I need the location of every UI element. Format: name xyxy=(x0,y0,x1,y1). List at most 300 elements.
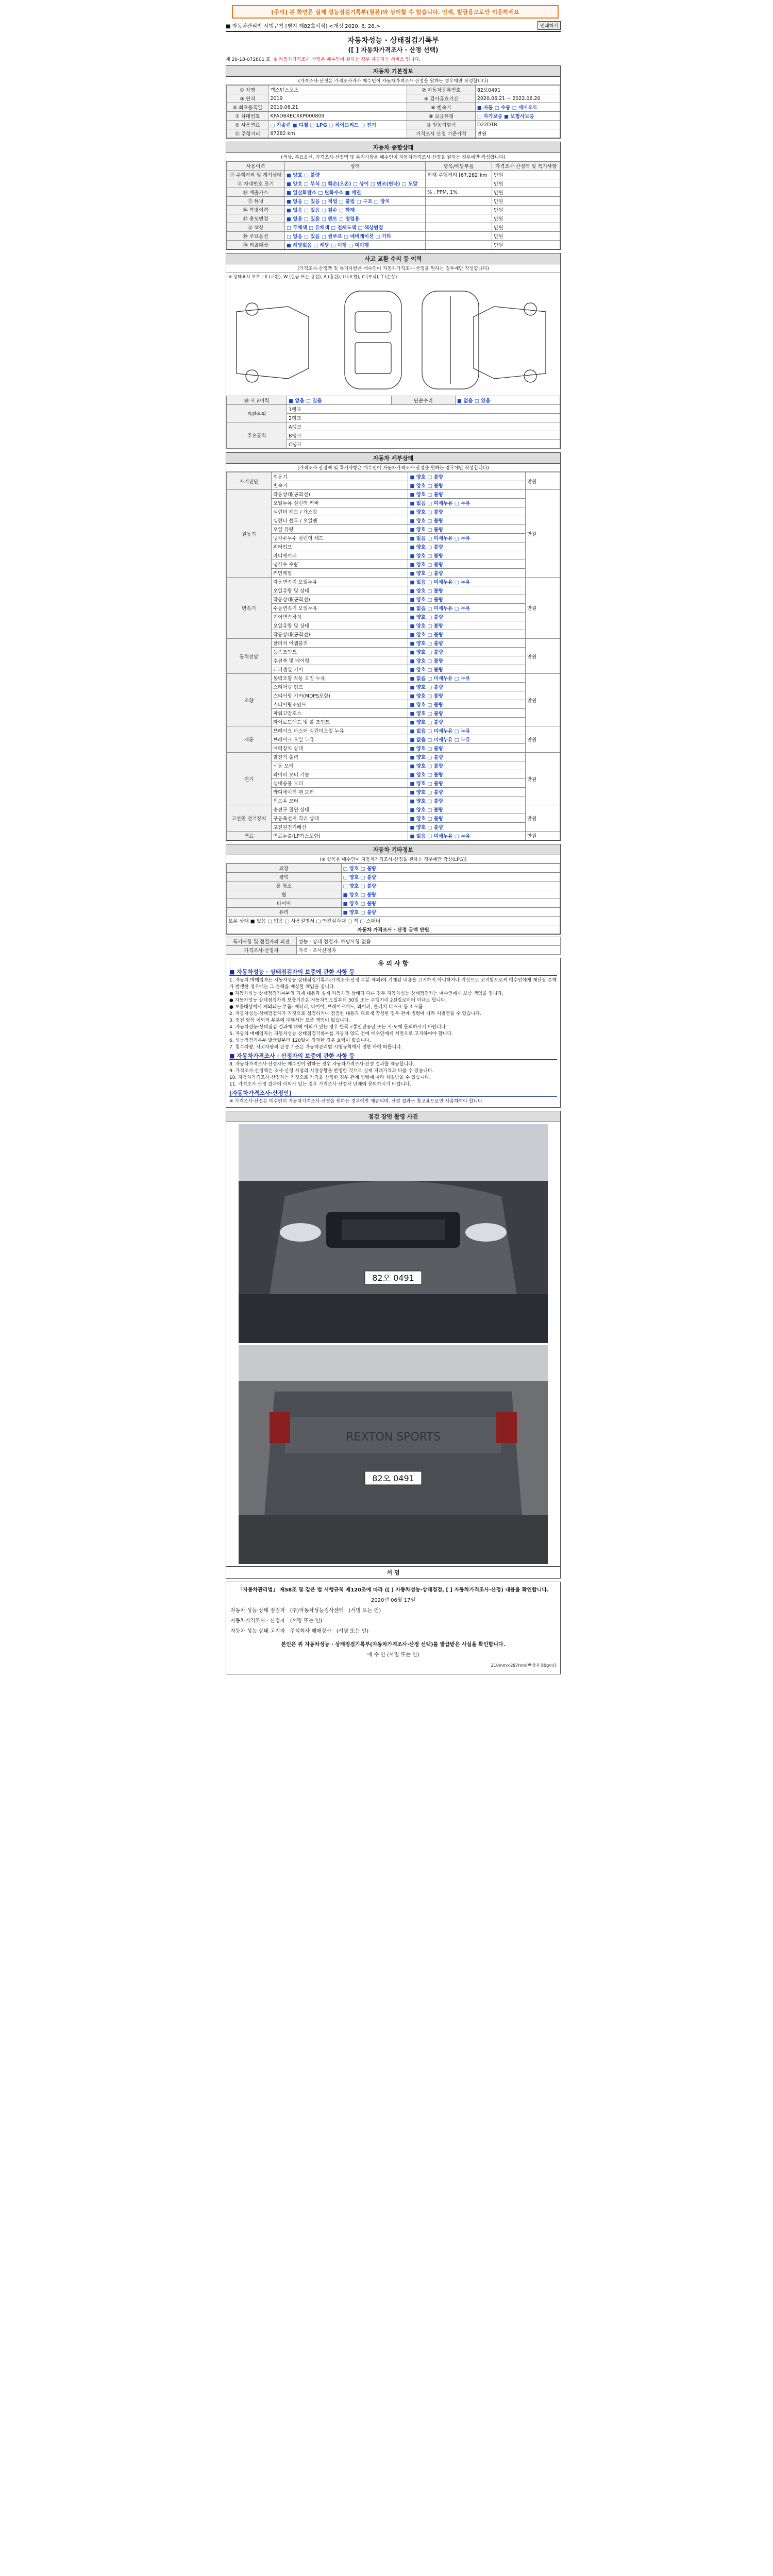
detail-status: ■ 양호 □ 불량 xyxy=(408,823,526,832)
front-photo-image xyxy=(239,1124,548,1343)
detail-price: 만원 xyxy=(526,832,560,840)
basic-label: ③ 연식 xyxy=(227,94,268,103)
tailgate-text: REXTON SPORTS xyxy=(346,1431,441,1444)
notes-price-list xyxy=(229,1061,557,1088)
state-detail xyxy=(426,197,492,206)
state-price: 만원 xyxy=(492,188,560,197)
basic-info-row xyxy=(227,129,560,138)
damage-history-note: (가격조사·산정액 및 특기사항은 매수인이 자동차가격조사·산정을 원하는 경우에만 작성합니다) xyxy=(226,264,560,273)
basic-label: ⑨ 사용연료 xyxy=(227,121,268,129)
detail-row xyxy=(227,648,560,656)
other-info-section xyxy=(226,844,561,935)
detail-row xyxy=(227,770,560,779)
other-info-row xyxy=(227,873,560,882)
state-status: □ 없음 □ 있음 □ 썬루프 □ 네비게이션 □ 기타 xyxy=(284,232,425,241)
detail-status: ■ 양호 □ 불량 xyxy=(408,630,526,639)
simple-repair-value: ■ 없음 □ 있음 xyxy=(455,396,560,405)
notes-paragraph: 2. 자동차성능·상태점검자가 거짓으로 점검하거나 점검한 내용과 다르게 작성한 경우 관계 법령에 따라 처벌받을 수 있습니다. xyxy=(229,1011,482,1016)
detail-row xyxy=(227,788,560,796)
detail-status: ■ 양호 □ 불량 xyxy=(408,586,526,595)
other-info-row xyxy=(227,899,560,908)
detail-status: ■ 없음 □ 미세누유 □ 누유 xyxy=(408,499,526,507)
state-item-label: ⑬ 차대번호 표기 xyxy=(227,179,285,188)
recipient-line[interactable]: 매 수 인 (서명 또는 인) xyxy=(367,1652,419,1658)
detail-status: ■ 양호 □ 불량 xyxy=(408,691,526,700)
detail-row xyxy=(227,718,560,726)
car-right-front-wheel xyxy=(524,303,536,315)
basic-info-table xyxy=(226,85,560,138)
paper-spec: 210mm×297mm[백상지 80g/㎡] xyxy=(491,1663,556,1668)
outer-panel-label: 외판부위 xyxy=(227,405,287,422)
detail-row xyxy=(227,630,560,639)
detail-item-label: 작동상태(공회전) xyxy=(272,595,408,604)
state-item-label: ⑫ 주행거리 및 계기상태 xyxy=(227,171,285,179)
accident-value: ■ 없음 □ 있음 xyxy=(287,396,392,405)
state-status: □ 무채색 □ 유채색 □ 전체도색 □ 색상변경 xyxy=(284,223,425,232)
price-total: 자동차 가격조사 · 산정 금액 만원 xyxy=(227,925,560,934)
other-item-label: 룸 청소 xyxy=(227,882,342,890)
other-info-row xyxy=(227,864,560,873)
basic-value: 2019.06.21 xyxy=(268,103,407,112)
detail-status: ■ 양호 □ 불량 xyxy=(408,779,526,788)
basic-value: 만원 xyxy=(475,129,560,138)
detail-item-label: 원동기 xyxy=(272,472,408,481)
detail-item-label: 워터펌프 xyxy=(272,543,408,551)
detail-item-label: 구동축전지 격리 상태 xyxy=(272,814,408,823)
detail-status: ■ 양호 □ 불량 xyxy=(408,569,526,578)
detail-state-table xyxy=(226,472,560,840)
document-subtitle: ([ ] 자동차가격조사 · 산정 선택) xyxy=(348,46,439,54)
detail-item-label: 냉각수 수량 xyxy=(272,560,408,569)
detail-price: 만원 xyxy=(526,639,560,674)
detail-group-label: 동력전달 xyxy=(227,639,272,674)
detail-row xyxy=(227,691,560,700)
detail-status: ■ 없음 □ 미세누유 □ 누유 xyxy=(408,578,526,586)
detail-item-label: 타이로드엔드 및 볼 조인트 xyxy=(272,718,408,726)
other-item-label: 광택 xyxy=(227,873,342,882)
detail-item-label: 시동 모터 xyxy=(272,761,408,770)
detail-item-label: 실내송풍 모터 xyxy=(272,779,408,788)
state-price: 만원 xyxy=(492,223,560,232)
sign-label-3: 자동차 성능·상태 고지자 xyxy=(230,1629,285,1634)
car-top-bed xyxy=(355,343,391,374)
state-item-label: ⑳ 리콜대상 xyxy=(227,241,285,249)
basic-value: ■ 자동 □ 수동 □ 세미오토 xyxy=(475,103,560,112)
sign-label-2: 자동차가격조사 · 산정자 xyxy=(230,1618,285,1624)
car-left-rear-wheel xyxy=(246,370,258,382)
detail-item-label: 윈도우 모터 xyxy=(272,796,408,805)
detail-row xyxy=(227,534,560,543)
detail-item-label: 라디에이터 팬 모터 xyxy=(272,788,408,796)
detail-status: ■ 양호 □ 불량 xyxy=(408,560,526,569)
detail-status: ■ 양호 □ 불량 xyxy=(408,665,526,674)
detail-item-label: 자동변속기 오일누유 xyxy=(272,578,408,586)
detail-status: ■ 양호 □ 불량 xyxy=(408,788,526,796)
basic-value: □ 가솔린 ■ 디젤 □ LPG □ 하이브리드 □ 전기 xyxy=(268,121,407,129)
detail-item-label: 배력장치 상태 xyxy=(272,744,408,753)
detail-group-label: 고전원 전기장치 xyxy=(227,805,272,832)
remarks-label-2: 가격조사·산정자 xyxy=(226,946,297,955)
sign-seal-3[interactable]: (서명 또는 인) xyxy=(336,1629,369,1634)
detail-item-label: 오일 유량 xyxy=(272,525,408,534)
state-price: 만원 xyxy=(492,232,560,241)
confirm-text: 「자동차관리법」 제58조 및 같은 법 시행규칙 제120조에 따라 ([ ] 자동차성능·상태점검, [ ] 자동차가격조사·산정) 내용을 확인합니다. xyxy=(238,1587,549,1593)
detail-row xyxy=(227,779,560,788)
sign-label-1: 자동차 성능·상태 점검자 xyxy=(230,1608,285,1614)
detail-row xyxy=(227,753,560,761)
detail-item-label: 커먼레일 xyxy=(272,569,408,578)
other-item-status: ■ 양호 □ 불량 xyxy=(341,890,560,899)
detail-row xyxy=(227,490,560,499)
detail-status: ■ 양호 □ 불량 xyxy=(408,796,526,805)
detail-status: ■ 양호 □ 불량 xyxy=(408,700,526,709)
detail-status: ■ 양호 □ 불량 xyxy=(408,516,526,525)
detail-row xyxy=(227,621,560,630)
print-button[interactable]: 인쇄하기 xyxy=(537,21,561,30)
detail-status: ■ 양호 □ 불량 xyxy=(408,718,526,726)
other-info-header: 자동차 기타정보 xyxy=(226,844,560,855)
notes-heading-inspector: ■ 자동차성능 · 상태점검자의 보증에 관한 사항 등 xyxy=(229,969,557,976)
detail-status: ■ 양호 □ 불량 xyxy=(408,814,526,823)
state-item-label: ⑭ 배출가스 xyxy=(227,188,285,197)
document-title: 자동차성능 · 상태점검기록부 xyxy=(347,37,439,45)
basic-label: ⑥ 변속기 xyxy=(407,103,476,112)
notes-price-person-text: ※ 가격조사·산정은 매수인이 자동차가격조사·산정을 원하는 경우에만 제공되며, 산정 결과는 참고용으로만 사용하여야 합니다. xyxy=(229,1099,484,1104)
basic-info-row xyxy=(227,86,560,94)
detail-item-label: 실린더 블록 / 오일팬 xyxy=(272,516,408,525)
detail-state-note: (가격조사·산정액 및 특기사항은 매수인이 자동차가격조사·산정을 원하는 경우에만 작성합니다) xyxy=(226,464,560,472)
other-info-table xyxy=(226,863,560,934)
detail-status: ■ 양호 □ 불량 xyxy=(408,595,526,604)
detail-price: 만원 xyxy=(526,578,560,639)
detail-row xyxy=(227,700,560,709)
detail-row xyxy=(227,569,560,578)
frame-rank-b: B랭크 xyxy=(287,431,560,440)
doc-number: 제 20-18-072801 호 xyxy=(226,57,271,62)
basic-info-row xyxy=(227,121,560,129)
state-item-label: ⑮ 튜닝 xyxy=(227,197,285,206)
detail-item-label: 냉각수누수 실린더 헤드 xyxy=(272,534,408,543)
front-photo xyxy=(239,1124,548,1343)
car-top-outline xyxy=(345,291,401,389)
detail-row xyxy=(227,665,560,674)
detail-item-label: 고전원전기배선 xyxy=(272,823,408,832)
detail-group-label: 제동 xyxy=(227,726,272,753)
sign-value-1: (주)자동차성능검사센터 xyxy=(290,1608,344,1614)
state-detail xyxy=(426,223,492,232)
basic-label: ⑤ 최초등록일 xyxy=(227,103,268,112)
notes-paragraph: 4. 자동차성능·상태점검 결과에 대해 이의가 있는 경우 한국교통안전공단 또는 시·도에 문의하시기 바랍니다. xyxy=(229,1025,447,1030)
detail-row xyxy=(227,832,560,840)
basic-value: □ 자가보증 ■ 보험사보증 xyxy=(475,112,560,121)
detail-row xyxy=(227,507,560,516)
notes-paragraph: 11. 가격조사·산정 결과에 이의가 있는 경우 가격조사·산정자 단체에 문의하시기 바랍니다. xyxy=(229,1082,411,1087)
frame-rank-a: A랭크 xyxy=(287,422,560,431)
other-item-label: 타이어 xyxy=(227,899,342,908)
state-detail: % , PPM, 1% xyxy=(426,188,492,197)
state-price: 만원 xyxy=(492,214,560,223)
detail-status: ■ 양호 □ 불량 xyxy=(408,753,526,761)
detail-row xyxy=(227,481,560,490)
detail-group-label: 자기진단 xyxy=(227,472,272,490)
other-item-status: □ 양호 □ 불량 xyxy=(341,864,560,873)
state-status: ■ 일산화탄소 □ 탄화수소 ■ 매연 xyxy=(284,188,425,197)
detail-item-label: 파워고압호스 xyxy=(272,709,408,718)
basic-value: 82오0491 xyxy=(475,86,560,94)
detail-status: ■ 양호 □ 불량 xyxy=(408,525,526,534)
state-column-header: 항목/해당부품 xyxy=(426,162,492,171)
detail-row xyxy=(227,814,560,823)
state-status: ■ 없음 □ 있음 □ 침수 □ 화재 xyxy=(284,206,425,214)
state-column-header: 가격조사·산정액 및 특기사항 xyxy=(492,162,560,171)
detail-item-label: 발전기 출력 xyxy=(272,753,408,761)
detail-row xyxy=(227,586,560,595)
detail-item-label: 충전구 절연 상태 xyxy=(272,805,408,814)
basic-label: 가격조사 산정 기준가격 xyxy=(407,129,476,138)
state-detail xyxy=(426,179,492,188)
detail-status: ■ 양호 □ 불량 xyxy=(408,709,526,718)
receipt-notice: 본인은 위 자동차성능 · 상태점검기록부(자동차가격조사·산정 선택)를 발급받은 사실을 확인합니다. xyxy=(281,1642,506,1648)
rear-plate-text: 82오 0491 xyxy=(372,1473,414,1483)
remarks-label-1: 특기사항 및 점검자의 의견 xyxy=(226,937,297,946)
detail-group-label: 원동기 xyxy=(227,490,272,578)
overall-state-header: 자동차 종합상태 xyxy=(226,142,560,153)
detail-price: 만원 xyxy=(526,726,560,753)
notes-paragraph: 9. 가격조사·산정액은 조사·산정 시점의 시장상황을 반영한 것으로 실제 거래가격과 다를 수 있습니다. xyxy=(229,1069,434,1074)
state-item-label: ⑲ 주요옵션 xyxy=(227,232,285,241)
state-price: 만원 xyxy=(492,171,560,179)
detail-status: ■ 양호 □ 불량 xyxy=(408,683,526,691)
state-row xyxy=(227,232,560,241)
detail-row xyxy=(227,472,560,481)
basic-items-row: 보유 상태 ■ 있음 □ 없음 □ 사용설명서 □ 안전삼각대 □ 잭 □ 스패너 xyxy=(227,917,560,925)
detail-row xyxy=(227,516,560,525)
detail-status: ■ 없음 □ 미세누유 □ 누유 xyxy=(408,534,526,543)
other-item-label: 휠 xyxy=(227,890,342,899)
outer-rank-2: 2랭크 xyxy=(287,414,560,422)
photos-header: 점검 장면 촬영 사진 xyxy=(226,1111,560,1122)
detail-row xyxy=(227,796,560,805)
sign-footer-label: 서 명 xyxy=(226,1566,560,1578)
detail-status: ■ 양호 □ 불량 xyxy=(408,613,526,621)
other-info-row xyxy=(227,882,560,890)
detail-status: ■ 양호 □ 불량 xyxy=(408,472,526,481)
detail-item-label: 추진축 및 베어링 xyxy=(272,656,408,665)
sign-value-3: 주식회사 매매상사 xyxy=(290,1629,332,1634)
detail-item-label: 실린더 헤드 / 개스킷 xyxy=(272,507,408,516)
state-price: 만원 xyxy=(492,206,560,214)
other-item-label: 외장 xyxy=(227,864,342,873)
sign-row-2 xyxy=(230,1616,556,1626)
detail-item-label: 오일유량 및 상태 xyxy=(272,621,408,630)
detail-row xyxy=(227,578,560,586)
state-status: ■ 해당없음 □ 해당 □ 이행 □ 미이행 xyxy=(284,241,425,249)
sign-seal-1[interactable]: (서명 또는 인) xyxy=(348,1608,381,1614)
detail-item-label: 라디에이터 xyxy=(272,551,408,560)
rear-photo-image xyxy=(239,1345,548,1564)
detail-status: ■ 양호 □ 불량 xyxy=(408,761,526,770)
notes-heading-price-person: [자동차가격조사·산정인] xyxy=(229,1090,557,1097)
detail-row xyxy=(227,604,560,613)
notes-heading-price: ■ 자동차가격조사 · 산정자의 보증에 관한 사항 등 xyxy=(229,1053,557,1060)
detail-item-label: 기어변속장치 xyxy=(272,613,408,621)
basic-info-header: 자동차 기본정보 xyxy=(226,66,560,77)
state-row xyxy=(227,223,560,232)
detail-status: ■ 양호 □ 불량 xyxy=(408,621,526,630)
outer-rank-1: 1랭크 xyxy=(287,405,560,414)
document-header xyxy=(226,20,561,32)
basic-label: ① 차명 xyxy=(227,86,268,94)
detail-row xyxy=(227,823,560,832)
car-right-rear-wheel xyxy=(524,370,536,382)
other-item-status: ■ 양호 □ 불량 xyxy=(341,899,560,908)
damage-table xyxy=(226,396,560,449)
detail-item-label: 수동변속기 오일누유 xyxy=(272,604,408,613)
detail-row xyxy=(227,674,560,683)
detail-row xyxy=(227,639,560,648)
sign-date: 2020년 06월 17일 xyxy=(371,1598,416,1603)
front-plate-text: 82오 0491 xyxy=(372,1273,414,1283)
basic-info-row xyxy=(227,103,560,112)
state-status: ■ 없음 □ 있음 □ 적법 □ 불법 □ 구조 □ 장치 xyxy=(284,197,425,206)
damage-legend: ※ 상태표시 부호 : X (교환), W (판금 또는 용접), A (흠집), U (요철), C (부식), T (손상) xyxy=(228,275,397,280)
detail-group-label: 변속기 xyxy=(227,578,272,639)
detail-status: ■ 양호 □ 불량 xyxy=(408,656,526,665)
rear-photo xyxy=(239,1345,548,1564)
car-top-windshield xyxy=(355,312,391,332)
overall-state-table xyxy=(226,161,560,249)
detail-row xyxy=(227,525,560,534)
basic-info-row xyxy=(227,94,560,103)
notes-paragraph: 6. 성능점검기록부 발급일부터 120일이 경과한 경우 효력이 없습니다. xyxy=(229,1038,371,1043)
state-detail xyxy=(426,214,492,223)
notes-paragraph: 5. 자동차 매매업자는 자동차성능·상태점검기록부를 자동차 양도 전에 매수인에게 서면으로 고지하여야 합니다. xyxy=(229,1031,453,1037)
notes-paragraph: ● 보증대상에서 제외되는 부품: 배터리, 타이어, 브레이크패드, 와이퍼, 클러치 디스크 등 소모품. xyxy=(229,1005,425,1010)
notes-paragraph: 8. 자동차가격조사·산정자는 매수인이 원하는 경우 자동차가격조사·산정 결과를 제공합니다. xyxy=(229,1062,414,1067)
basic-value: 67282 km xyxy=(268,129,407,138)
basic-value: 2019 xyxy=(268,94,407,103)
detail-status: ■ 없음 □ 미세누유 □ 누유 xyxy=(408,735,526,744)
state-column-header: 상태 xyxy=(284,162,425,171)
notes-paragraph: ● 자동차성능·상태점검자의 보증기간은 자동차인도일부터 30일 또는 주행거리 2천킬로미터 이내로 합니다. xyxy=(229,998,447,1003)
detail-item-label: 스티어링 기어(MDPS포함) xyxy=(272,691,408,700)
notes-paragraph: 10. 자동차가격조사·산정자는 거짓으로 가격을 산정한 경우 관계 법령에 따라 처벌받을 수 있습니다. xyxy=(229,1075,431,1080)
detail-status: ■ 양호 □ 불량 xyxy=(408,744,526,753)
detail-status: ■ 양호 □ 불량 xyxy=(408,543,526,551)
detail-item-label: 디퍼렌셜 기어 xyxy=(272,665,408,674)
detail-status: ■ 없음 □ 미세누유 □ 누유 xyxy=(408,726,526,735)
detail-row xyxy=(227,683,560,691)
state-detail xyxy=(426,206,492,214)
basic-label: ⑩ 원동기형식 xyxy=(407,121,476,129)
detail-price: 만원 xyxy=(526,753,560,805)
basic-value: KPADB4ECXKP000809 xyxy=(268,112,407,121)
detail-item-label: 동력조향 작동 오일 누유 xyxy=(272,674,408,683)
notes-paragraph: 7. 침수차량, 사고차량의 판정 기준은 자동차관리법 시행규칙에서 정한 바에 따릅니다. xyxy=(229,1045,402,1050)
state-detail: 현재 주행거리 [67,282]km xyxy=(426,171,492,179)
detail-item-label: 변속기 xyxy=(272,481,408,490)
basic-info-section xyxy=(226,65,561,139)
detail-price: 만원 xyxy=(526,805,560,832)
detail-group-label: 전기 xyxy=(227,753,272,805)
sign-seal-2[interactable]: (서명 또는 인) xyxy=(290,1618,323,1624)
doc-number-note: ※ 자동차가격조사·산정은 매수인이 원하는 경우 제공하는 서비스 입니다. xyxy=(273,57,421,62)
detail-item-label: 와이퍼 모터 기능 xyxy=(272,770,408,779)
state-row xyxy=(227,214,560,223)
notes-section xyxy=(226,958,561,1108)
photos-section xyxy=(226,1111,561,1579)
state-column-header: 사용이력 xyxy=(227,162,285,171)
detail-item-label: 스티어링조인트 xyxy=(272,700,408,709)
notes-title: 유 의 사 항 xyxy=(378,960,409,967)
detail-status: ■ 양호 □ 불량 xyxy=(408,551,526,560)
detail-row xyxy=(227,726,560,735)
main-frame-label: 주요골격 xyxy=(227,422,287,449)
state-row xyxy=(227,241,560,249)
detail-item-label: 브레이크 오일 누유 xyxy=(272,735,408,744)
sign-row-3 xyxy=(230,1626,556,1637)
state-row xyxy=(227,197,560,206)
form-reference: ■ 자동차관리법 시행규칙 [별지 제82호서식] <개정 2020. 6. 26.> xyxy=(226,23,381,29)
basic-value: 렉스턴스포츠 xyxy=(268,86,407,94)
state-status: ■ 양호 □ 불량 xyxy=(284,171,425,179)
other-info-row xyxy=(227,890,560,899)
accident-label: ⑳ 사고이력 xyxy=(227,396,287,405)
other-item-status: ■ 양호 □ 불량 xyxy=(341,908,560,917)
detail-row xyxy=(227,761,560,770)
detail-status: ■ 양호 □ 불량 xyxy=(408,507,526,516)
basic-label: ④ 검사유효기간 xyxy=(407,94,476,103)
state-row xyxy=(227,179,560,188)
state-item-label: ⑰ 용도변경 xyxy=(227,214,285,223)
car-right-side-outline xyxy=(474,307,546,379)
detail-item-label: 작동상태(공회전) xyxy=(272,490,408,499)
car-diagram xyxy=(226,281,560,394)
basic-label: ⑦ 차대번호 xyxy=(227,112,268,121)
state-price: 만원 xyxy=(492,197,560,206)
other-info-row xyxy=(227,908,560,917)
detail-row xyxy=(227,560,560,569)
state-status: ■ 없음 □ 있음 □ 렌트 □ 영업용 xyxy=(284,214,425,223)
doc-number-row xyxy=(226,56,561,62)
other-item-status: □ 양호 □ 불량 xyxy=(341,873,560,882)
notes-paragraph: 1. 자동차 매매업자는 자동차성능·상태점검기록부(가격조사·산정 부분 제외)에 기재된 내용을 고지하지 아니하거나 거짓으로 고지함으로써 매수인에게 재산상 손해가 발생한 경우에는 그 손해를 배상할 책임을 집니다. xyxy=(229,978,557,990)
detail-status: ■ 양호 □ 불량 xyxy=(408,805,526,814)
other-item-status: □ 양호 □ 불량 xyxy=(341,882,560,890)
basic-value: 2020.06.21 ~ 2022.06.20 xyxy=(475,94,560,103)
detail-item-label: 브레이크 마스터 실린더오일 누유 xyxy=(272,726,408,735)
detail-state-section xyxy=(226,452,561,841)
detail-status: ■ 양호 □ 불량 xyxy=(408,648,526,656)
detail-row xyxy=(227,709,560,718)
detail-price: 만원 xyxy=(526,490,560,578)
detail-group-label: 연료 xyxy=(227,832,272,840)
state-item-label: ⑯ 특별이력 xyxy=(227,206,285,214)
detail-status: ■ 양호 □ 불량 xyxy=(408,639,526,648)
state-item-label: ⑱ 색상 xyxy=(227,223,285,232)
detail-status: ■ 양호 □ 불량 xyxy=(408,490,526,499)
detail-item-label: 연료누출(LP가스포함) xyxy=(272,832,408,840)
notes-inspector-list xyxy=(229,977,557,1051)
state-row xyxy=(227,206,560,214)
detail-item-label: 작동상태(공회전) xyxy=(272,630,408,639)
basic-info-row xyxy=(227,112,560,121)
detail-item-label: 오일누유 실린더 커버 xyxy=(272,499,408,507)
detail-status: ■ 없음 □ 미세누유 □ 누유 xyxy=(408,604,526,613)
notes-paragraph: 3. 점검 항목 이외의 부분에 대해서는 보증 책임이 없습니다. xyxy=(229,1018,350,1023)
car-left-front-wheel xyxy=(246,303,258,315)
detail-row xyxy=(227,543,560,551)
